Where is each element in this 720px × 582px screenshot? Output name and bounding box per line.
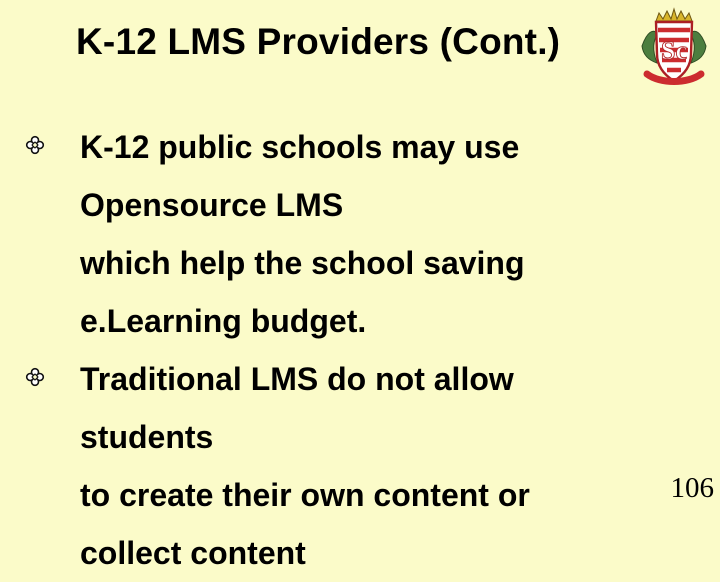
page-number: 106: [670, 472, 714, 504]
bullet-list: [0, 118, 720, 582]
bullet-text-line: Opensource LMS: [80, 187, 344, 223]
diamond-bullet-icon: [26, 136, 44, 154]
bullet-text-line: students: [80, 419, 214, 455]
bullet-text-line: e.Learning budget.: [80, 303, 367, 339]
bullet-text-line: which help the school saving: [80, 245, 525, 281]
crest-logo-icon: [640, 8, 708, 86]
bullet-text-line: Traditional LMS do not allow: [80, 361, 514, 397]
diamond-bullet-icon: [26, 368, 44, 386]
bullet-text-line: to create their own content or: [80, 477, 530, 513]
bullet-item: [0, 118, 720, 350]
bullet-item: [0, 350, 720, 582]
slide-title: K-12 LMS Providers (Cont.): [76, 21, 561, 62]
svg-text:Sc: Sc: [661, 36, 687, 65]
bullet-text-line: collect content: [80, 535, 306, 571]
bullet-text-line: K-12 public schools may use: [80, 129, 520, 165]
